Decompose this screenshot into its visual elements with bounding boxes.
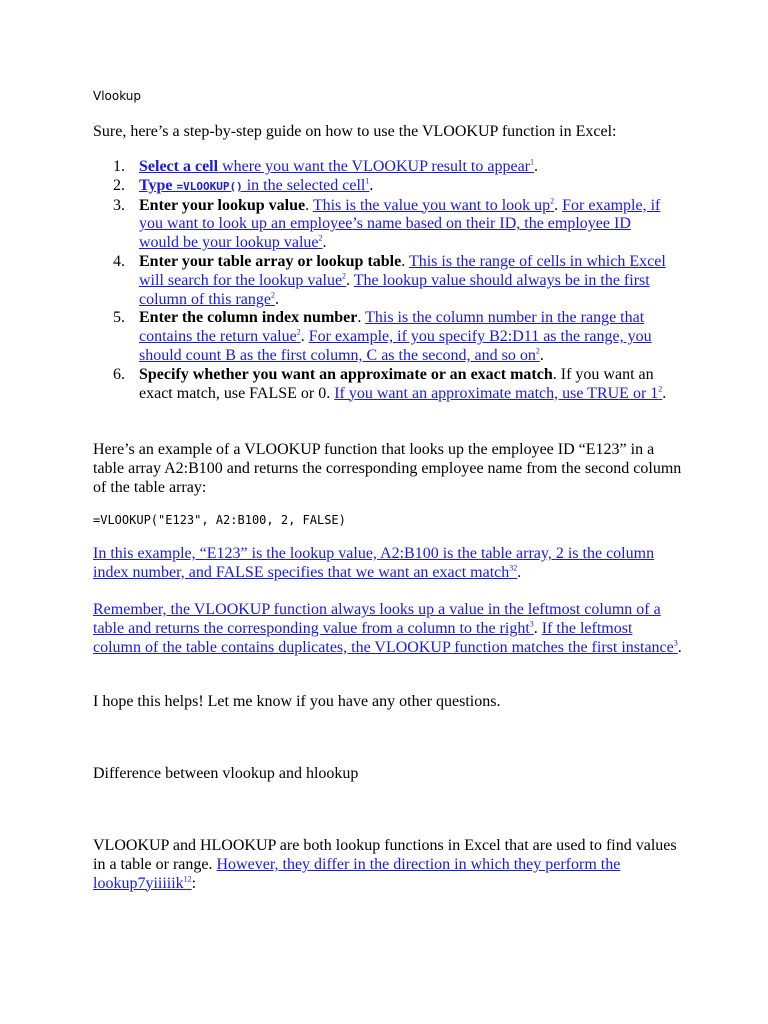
citation-sup: 2 (270, 290, 275, 300)
explanation-link[interactable]: In this example, “E123” is the lookup value, A2:B100 is the table array, 2 is the column index number, and FALSE specifies that we want an exact match$^{32}$ (93, 545, 655, 581)
intro-paragraph: Sure, here’s a step-by-step guide on how to use the VLOOKUP function in Excel: (93, 123, 617, 140)
list-item: 3. Enter your lookup value. This is the value you want to look $up^2$. For example, if you want to look up an employee’s name based on their ID, the employee ID would be your lookup value$^2$. (113, 196, 661, 252)
citation-sup: 2 (296, 327, 301, 337)
remember-link[interactable]: Remember, the VLOOKUP function always looks up a value in the leftmost column of a table and returns the corresponding value from a column to the right$^3$ (93, 601, 661, 637)
citation-sup: 2 (535, 346, 540, 356)
step-link[interactable]: For example, if you specify B2:D11 as the range, you should count B as the first column, C as the second, and so $on^2$ (139, 328, 652, 364)
step-heading: Enter the column index number (139, 309, 358, 327)
citation-sup: 32 (509, 563, 518, 573)
citation-sup: 3 (673, 638, 678, 648)
remember-paragraph: Remember, the VLOOKUP function always looks up a value in the leftmost column of a table and returns the corresponding value from a column to the right$^3$. If the leftmost column of the table contains duplicates, the VLOOKUP function matches the first instance$^3$. (93, 601, 682, 656)
list-item: 4. Enter your table array or lookup table. This is the range of cells in which Excel will search for the lookup value$^2$. The lookup value should always be in the first column of this range$^2$. (113, 252, 666, 308)
citation-sup: 2 (318, 233, 323, 243)
steps-list (93, 158, 674, 403)
closing-paragraph: I hope this helps! Let me know if you have any other questions. (93, 693, 501, 710)
list-item: 6. Specify whether you want an approximate or an exact match. If you want an exact match, use FALSE or 0. If you want an approximate match, use TRUE or $1^2$. (113, 365, 667, 402)
list-item: 1. Select a cell where you want the VLOOKUP result to appear$^1$. (113, 157, 538, 175)
list-number: 3. (113, 196, 125, 214)
step-link[interactable]: For example, if you want to look up an employee’s name based on their ID, the employee ID would be your lookup value$^2$ (139, 196, 661, 252)
list-item: 2. Type =VLOOKUP() in the selected cell$^1$. (113, 176, 374, 194)
code-example: =VLOOKUP("E123", A2:B100, 2, FALSE) (93, 513, 346, 527)
document-header-title: Vlookup (93, 89, 142, 103)
list-number: 2. (113, 176, 125, 194)
step-link[interactable]: Type =VLOOKUP() in the selected cell$^1$ (139, 176, 370, 194)
citation-sup: 3 (529, 619, 534, 629)
remember-link[interactable]: If the leftmost column of the table contains duplicates, the VLOOKUP function matches the first instance$^3$ (93, 619, 678, 656)
citation-sup: 2 (658, 384, 663, 394)
list-number: 1. (113, 158, 125, 175)
citation-sup: 2 (342, 271, 347, 281)
citation-sup: 12 (183, 874, 192, 884)
citation-sup: 1 (365, 176, 370, 186)
hlookup-paragraph: VLOOKUP and HLOOKUP are both lookup functions in Excel that are used to find values in a table or range. However, they differ in the direction in which they perform the lookup7yiiiiik$^{12}$: (93, 837, 677, 892)
example-intro-paragraph: Here’s an example of a VLOOKUP function that looks up the employee ID “E123” in a table array A2:B100 and returns the corresponding employee name from the second column of the table array: (93, 441, 682, 496)
list-number: 5. (113, 309, 125, 327)
step-link[interactable]: If you want an approximate match, use TRUE or $1^2$ (334, 384, 663, 402)
step-heading: Specify whether you want an approximate or an exact match (139, 365, 553, 383)
hlookup-link[interactable]: However, they differ in the direction in which they perform the lookup7yiiiiik$^{12}$ (93, 855, 621, 892)
step-link[interactable]: This is the column number in the range that contains the return value$^2$ (139, 309, 645, 346)
citation-sup: 1 (530, 157, 534, 167)
explanation-paragraph: In this example, “E123” is the lookup value, A2:B100 is the table array, 2 is the column index number, and FALSE specifies that we want an exact match$^{32}$. (93, 545, 655, 581)
step-link[interactable]: The lookup value should always be in the first column of this range$^2$ (139, 271, 650, 308)
step-link[interactable]: Select a cell where you want the VLOOKUP result to appear$^1$ (139, 157, 534, 175)
step-heading: Enter your table array or lookup table (139, 252, 402, 270)
list-number: 4. (113, 252, 125, 270)
list-item: 5. Enter the column index number. This is the column number in the range that contains the return value$^2$. For example, if you specify B2:D11 as the range, you should count B as the first column, C as the second, and so $on^2$. (113, 309, 652, 364)
list-number: 6. (113, 365, 125, 383)
inline-code: =VLOOKUP() (176, 179, 243, 193)
section-heading: Difference between vlookup and hlookup (93, 765, 359, 782)
step-link[interactable]: This is the range of cells in which Excel will search for the lookup value$^2$ (139, 252, 666, 289)
citation-sup: 2 (550, 196, 555, 206)
step-heading: Enter your lookup value (139, 196, 306, 214)
step-link[interactable]: This is the value you want to look $up^2$ (312, 196, 555, 214)
